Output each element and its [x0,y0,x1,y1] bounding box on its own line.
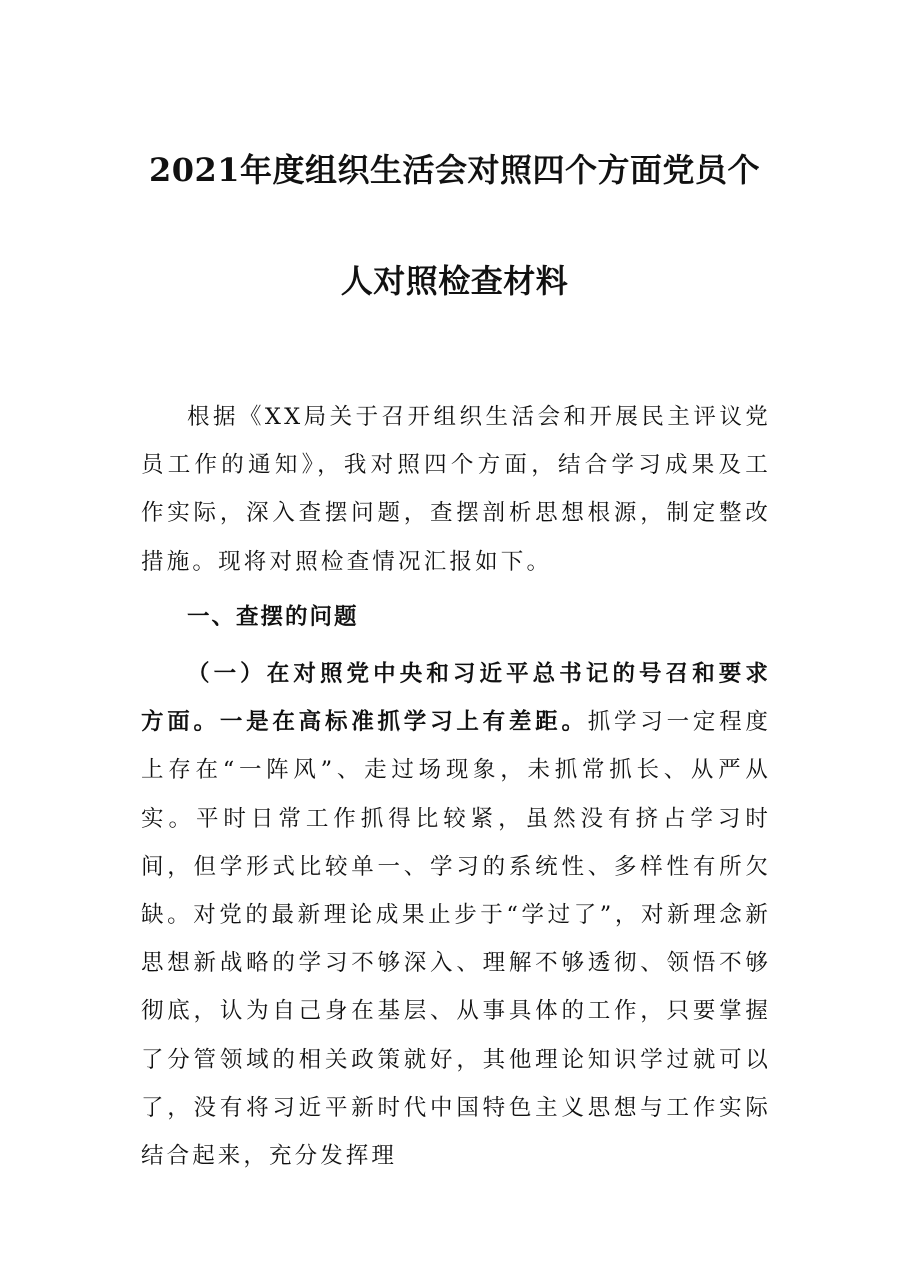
document-title-line-1: 2021年度组织生活会对照四个方面党员个 [148,151,761,189]
section-heading-problems: 一、查摆的问题 [187,604,359,630]
document-title-line-2: 人对照检查材料 [340,262,569,300]
intro-paragraph: 根据《XX局关于召开组织生活会和开展民主评议党员工作的通知》，我对照四个方面，结合学习成果及工作实际，深入查摆问题，查摆剖析思想根源，制定整改措施。现将对照检查情况汇报如下。 [141,404,771,575]
point-body: 抓学习一定程度上存在“一阵风”、走过场现象，未抓常抓长、从严从实。平时日常工作抓得比较紧，虽然没有挤占学习时间，但学形式比较单一、学习的系统性、多样性有所欠缺。对党的最新理论成果止步于“学过了”，对新理念新思想新战略的学习不够深入、理解不够透彻、领悟不够彻底，认为自己身在基层、从事具体的工作，只要掌握了分管领域的相关政策就好，其他理论知识学过就可以了，没有将习近平新时代中国特色主义思想与工作实际结合起来，充分发挥理 [141,709,771,1170]
subsection-heading: （一）在对照党中央和习近平总书记的号召和要求方面。 [141,661,771,736]
subsection-paragraph [141,650,771,1180]
point-heading: 一是在高标准抓学习上有差距。 [219,709,588,736]
